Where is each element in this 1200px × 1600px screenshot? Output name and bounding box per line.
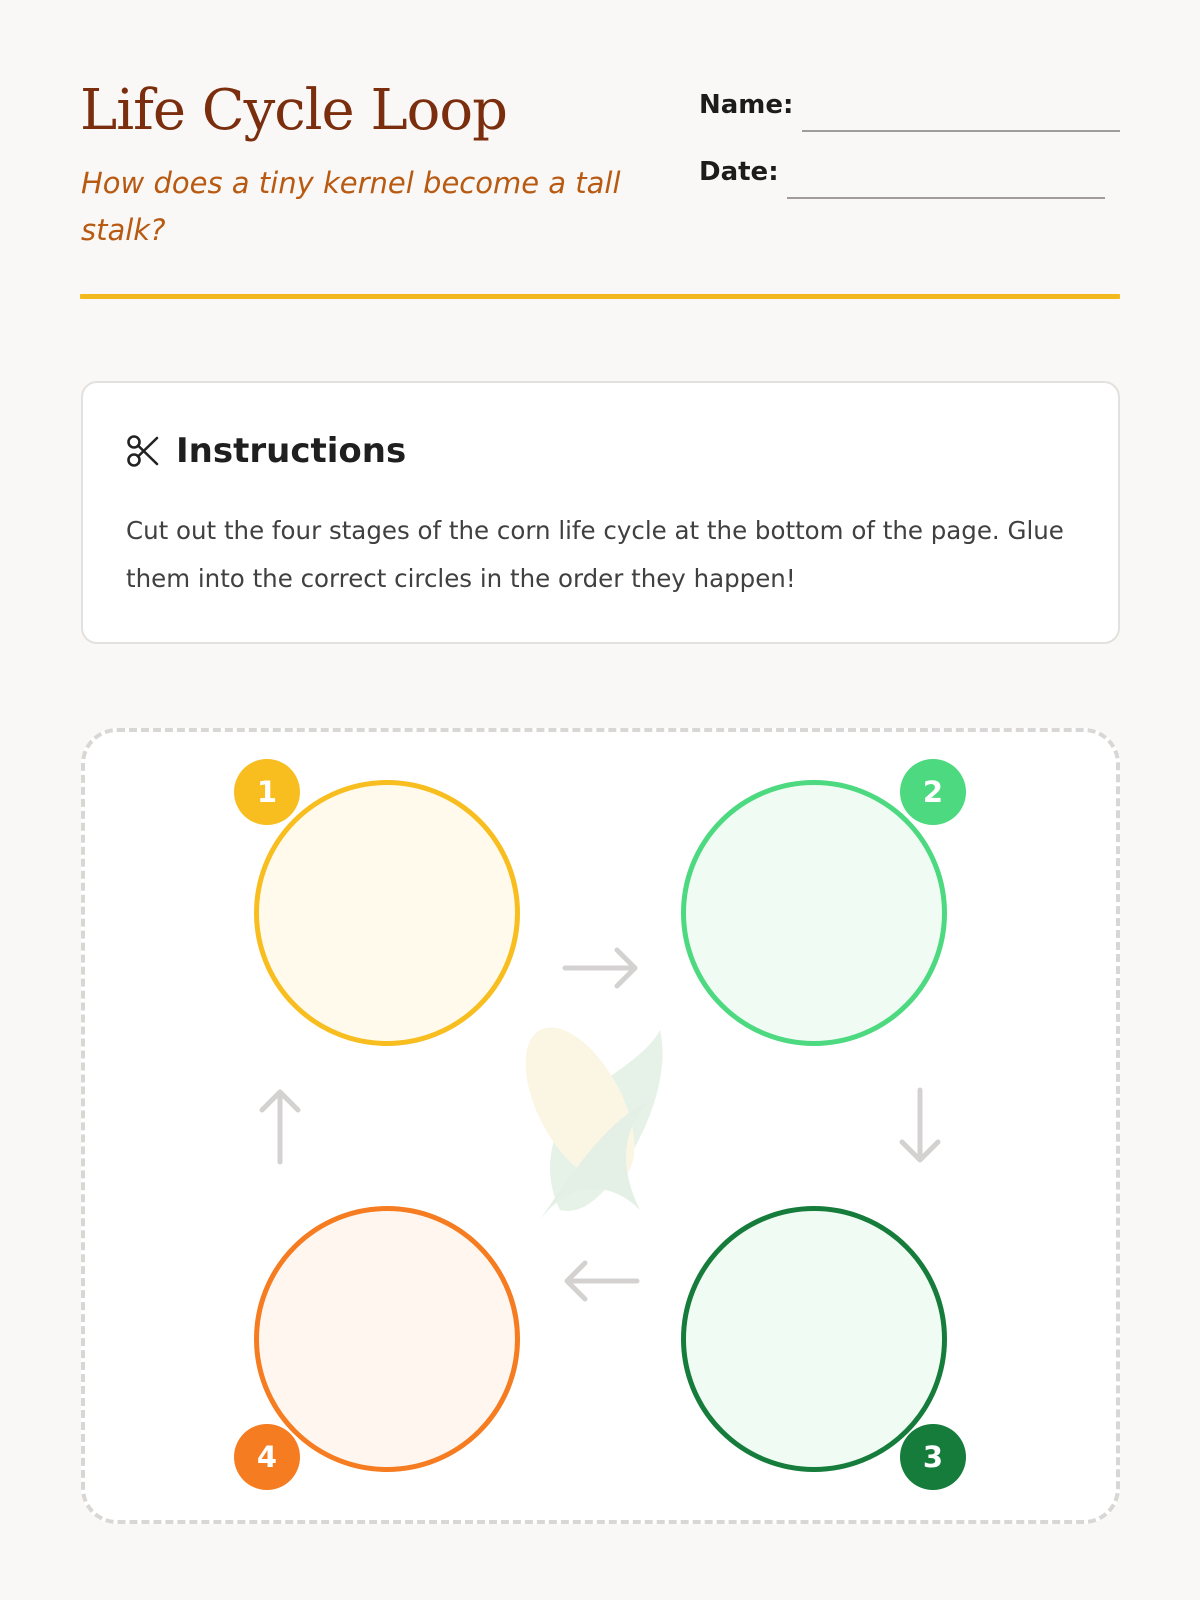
corn-icon	[500, 1010, 700, 1240]
arrow-down-icon	[880, 1086, 960, 1166]
instructions-card	[81, 381, 1120, 644]
scissors-icon	[126, 434, 160, 468]
arrow-up-icon	[240, 1086, 320, 1166]
name-field-line[interactable]	[802, 130, 1120, 132]
header-divider	[80, 294, 1120, 299]
arrow-right-icon	[561, 928, 641, 1008]
instructions-title: Instructions	[176, 431, 407, 471]
instructions-text: Cut out the four stages of the corn life cycle at the bottom of the page. Glue them into the correct circles in the order they happen!	[126, 516, 1064, 593]
name-label: Name:	[699, 90, 794, 120]
stage-circle-4[interactable]	[254, 1206, 520, 1472]
stage-circle-1[interactable]	[254, 780, 520, 1046]
stage-badge-2: 2	[900, 759, 966, 825]
stage-badge-4: 4	[234, 1424, 300, 1490]
date-field-line[interactable]	[787, 197, 1105, 199]
stage-badge-1: 1	[234, 759, 300, 825]
stage-circle-2[interactable]	[681, 780, 947, 1046]
arrow-left-icon	[561, 1241, 641, 1321]
stage-circle-3[interactable]	[681, 1206, 947, 1472]
page-title: Life Cycle Loop	[80, 78, 507, 143]
stage-badge-3: 3	[900, 1424, 966, 1490]
instructions-header	[126, 431, 406, 471]
date-label: Date:	[699, 157, 779, 187]
page-subtitle: How does a tiny kernel become a tall stalk?	[81, 166, 621, 247]
